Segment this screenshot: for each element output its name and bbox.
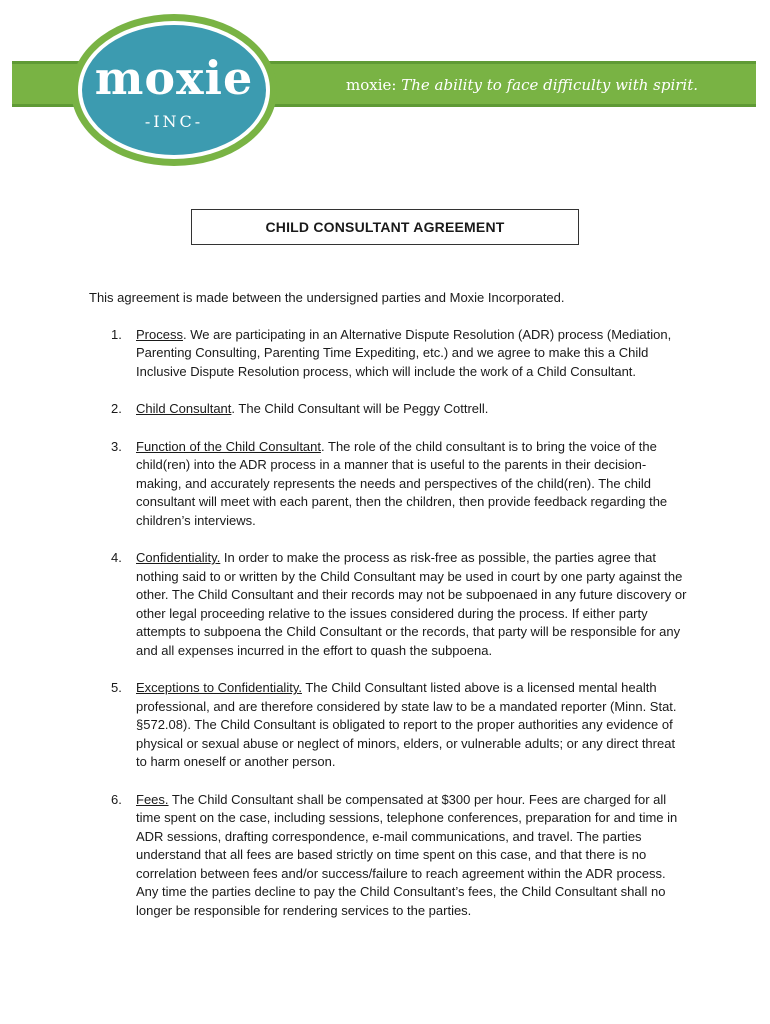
term-separator: .	[182, 326, 187, 342]
header-tagline	[346, 72, 698, 98]
term-item-child-consultant	[89, 400, 689, 419]
term-item-confidentiality	[89, 549, 689, 660]
tagline-definition: The ability to face difficulty with spirit.	[401, 76, 699, 94]
tagline-word: moxie:	[346, 76, 397, 94]
term-heading: Confidentiality.	[136, 550, 221, 565]
intro-paragraph: This agreement is made between the undersigned parties and Moxie Incorporated.	[89, 290, 565, 305]
term-heading: Fees.	[136, 791, 169, 807]
term-separator: .	[231, 401, 236, 416]
document-body	[89, 289, 689, 939]
term-text: The role of the child consultant is to bring the voice of the child(ren) into the ADR process in a manner that is useful to the parents in their decision-making, and accurately represents the needs and perspectives of the child(ren). The child consultant will meet with each parent, then the children, then provide feedback regarding the children’s interviews.	[136, 438, 668, 528]
term-number: 6.	[111, 791, 122, 807]
term-heading: Exceptions to Confidentiality.	[136, 680, 302, 695]
term-heading: Child Consultant	[136, 401, 232, 416]
term-number: 1.	[111, 326, 122, 342]
term-item-process	[89, 326, 689, 382]
term-number: 3.	[111, 438, 122, 454]
term-item-function	[89, 438, 689, 531]
logo-wordmark: moxie	[94, 51, 254, 105]
terms-list	[89, 326, 689, 921]
term-text: In order to make the process as risk-free as possible, the parties agree that nothing said to or written by the Child Consultant may be used in court by one party against the other. The Child Consultant and their records may not be subpoenaed in any future discovery or other legal proceeding relative to the issues considered during the process. If either party attempts to subpoena the Child Consultant or the records, that party will be responsible for any and all expenses incurred in the effort to quash the subpoena.	[136, 550, 687, 658]
logo-subtitle: -INC-	[144, 112, 204, 131]
term-text: The Child Consultant will be Peggy Cottrell.	[235, 401, 489, 416]
term-text: The Child Consultant listed above is a licensed mental health professional, and are therefore considered by state law to be a mandated reporter (Minn. Stat. §572.08). The Child Consultant is obligated to report to the proper authorities any evidence of physical or sexual abuse or neglect of minors, elders, or vulnerable adults; or any direct threat to harm oneself or another person.	[136, 680, 677, 769]
term-item-fees	[89, 791, 689, 921]
term-number: 5.	[111, 680, 122, 695]
term-heading: Function of the Child Consultant	[136, 438, 321, 454]
term-number: 4.	[111, 550, 122, 565]
term-text: The Child Consultant shall be compensated at $300 per hour. Fees are charged for all time spent on the case, including sessions, telephone conferences, preparation for and time in ADR sessions, drafting correspondence, e-mail communications, and travel. The parties understand that all fees are based strictly on time spent on this case, and that there is no correlation between fees and/or success/failure to reach agreement within the ADR process. Any time the parties decline to pay the Child Consultant’s fees, the Child Consultant shall no longer be responsible for rendering services to the parties.	[136, 791, 678, 918]
term-number: 2.	[111, 401, 122, 416]
term-item-exceptions	[89, 679, 689, 772]
term-text: We are participating in an Alternative Dispute Resolution (ADR) process (Mediation, Parenting Consulting, Parenting Time Expediting, etc.) and we agree to make this a Child Inclusive Dispute Resolution process, which will include the work of a Child Consultant.	[136, 326, 672, 379]
term-heading: Process	[136, 326, 183, 342]
document-title: CHILD CONSULTANT AGREEMENT	[191, 209, 579, 245]
term-separator: .	[321, 438, 325, 454]
